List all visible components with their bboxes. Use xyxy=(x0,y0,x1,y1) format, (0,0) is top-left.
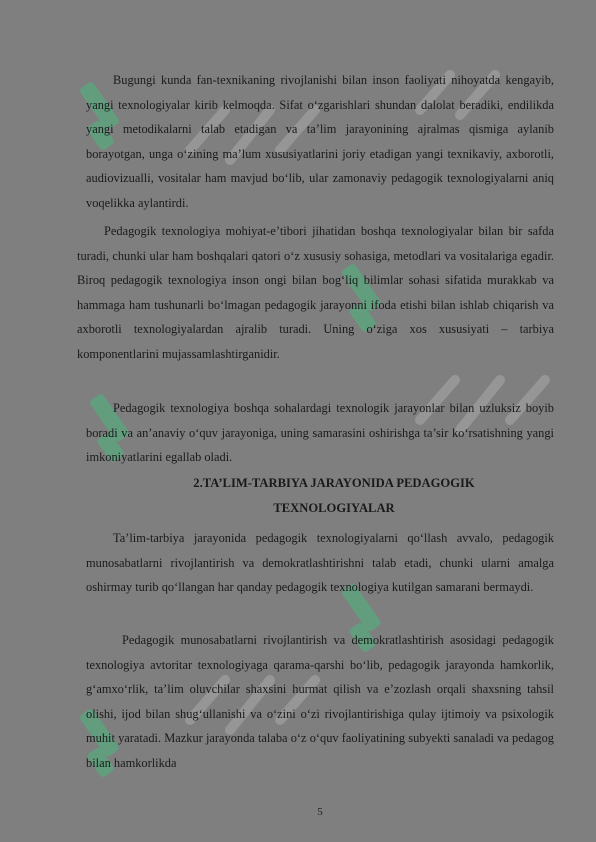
paragraph-5: Pedagogik munosabatlarni rivojlantirish va demokratlashtirish asosidagi pedagogik texnologiya avtoritar texnologiyaga qarama-qarshi bo‘lib, pedagogik jarayonda hamkorlik, g‘amxo‘rlik, ta’lim oluvchilar shaxsini hurmat qilish va e’zozlash orqali shaxsning tahsil olishi, ijod bilan shug‘ullanishi va o‘zini o‘zi rivojlantirishiga qulay ijtimoiy va psixologik muhit yaratadi. Mazkur jarayonda talaba o‘z o‘quv faoliyatining subyekti sanaladi va pedagog bilan hamkorlikda xyxy=(86,633,554,770)
page-number: 5 xyxy=(317,806,323,818)
paragraph-2: Pedagogik texnologiya mohiyat-e’tibori jihatidan boshqa texnologiyalar bilan bir safda turadi, chunki ular ham boshqalari qatori o‘z xususiy sohasiga, metodlari va vositalariga egadir. Biroq pedagogik texnologiya inson ongi bilan bog‘liq bilimlar sohasi sifatida murakkab va hammaga ham tushunarli bo‘lmagan pedagogik jarayonni ifoda etishi bilan ishlab chiqarish va axborotli texnologiyalardan ajralib turadi. Uning o‘ziga xos xususiyati – tarbiya komponentlarini mujassamlashtirganidir. xyxy=(77,224,554,361)
paragraph-5-block xyxy=(86,628,554,775)
paragraph-2-block xyxy=(77,219,554,366)
section-heading xyxy=(86,471,582,520)
paragraph-3-block xyxy=(86,396,554,470)
section-heading-line-1: 2.TA’LIM-TARBIYA JARAYONIDA PEDAGOGIK xyxy=(193,476,475,490)
paragraph-1: Bugungi kunda fan-texnikaning rivojlanishi bilan inson faoliyati nihoyatda kengayib, yangi texnologiyalar kirib kelmoqda. Sifat o‘zgarishlari shundan dalolat beradiki, endilikda yangi metodikalarni talab etadigan va ta’lim jarayonining ajralmas qismiga aylanib borayotgan, unga o‘zining ma’lum xususiyatlarini joriy etadigan yangi texnikaviy, axborotli, audiovizualli, vositalar ham mavjud bo‘lib, ular zamonaviy pedagogik texnologiyalarni aniq voqelikka aylantirdi. xyxy=(86,73,554,210)
section-heading-line-2: TEXNOLOGIYALAR xyxy=(273,500,395,515)
paragraph-4-block xyxy=(86,526,554,600)
paragraph-4: Ta’lim-tarbiya jarayonida pedagogik texnologiyalarni qo‘llash avvalo, pedagogik munosabatlarni rivojlantirish va demokratlashtirishni talab etadi, chunki ularni amalga oshirmay turib qo‘llangan har qanday pedagogik texnologiya kutilgan samarani bermaydi. xyxy=(86,531,554,594)
paragraph-1-block xyxy=(86,68,554,215)
paragraph-3: Pedagogik texnologiya boshqa sohalardagi texnologik jarayonlar bilan uzluksiz boyib boradi va an’anaviy o‘quv jarayoniga, uning samarasini oshirishga ta’sir ko‘rsatishning yangi imkoniyatlarini egallab oladi. xyxy=(86,401,554,464)
